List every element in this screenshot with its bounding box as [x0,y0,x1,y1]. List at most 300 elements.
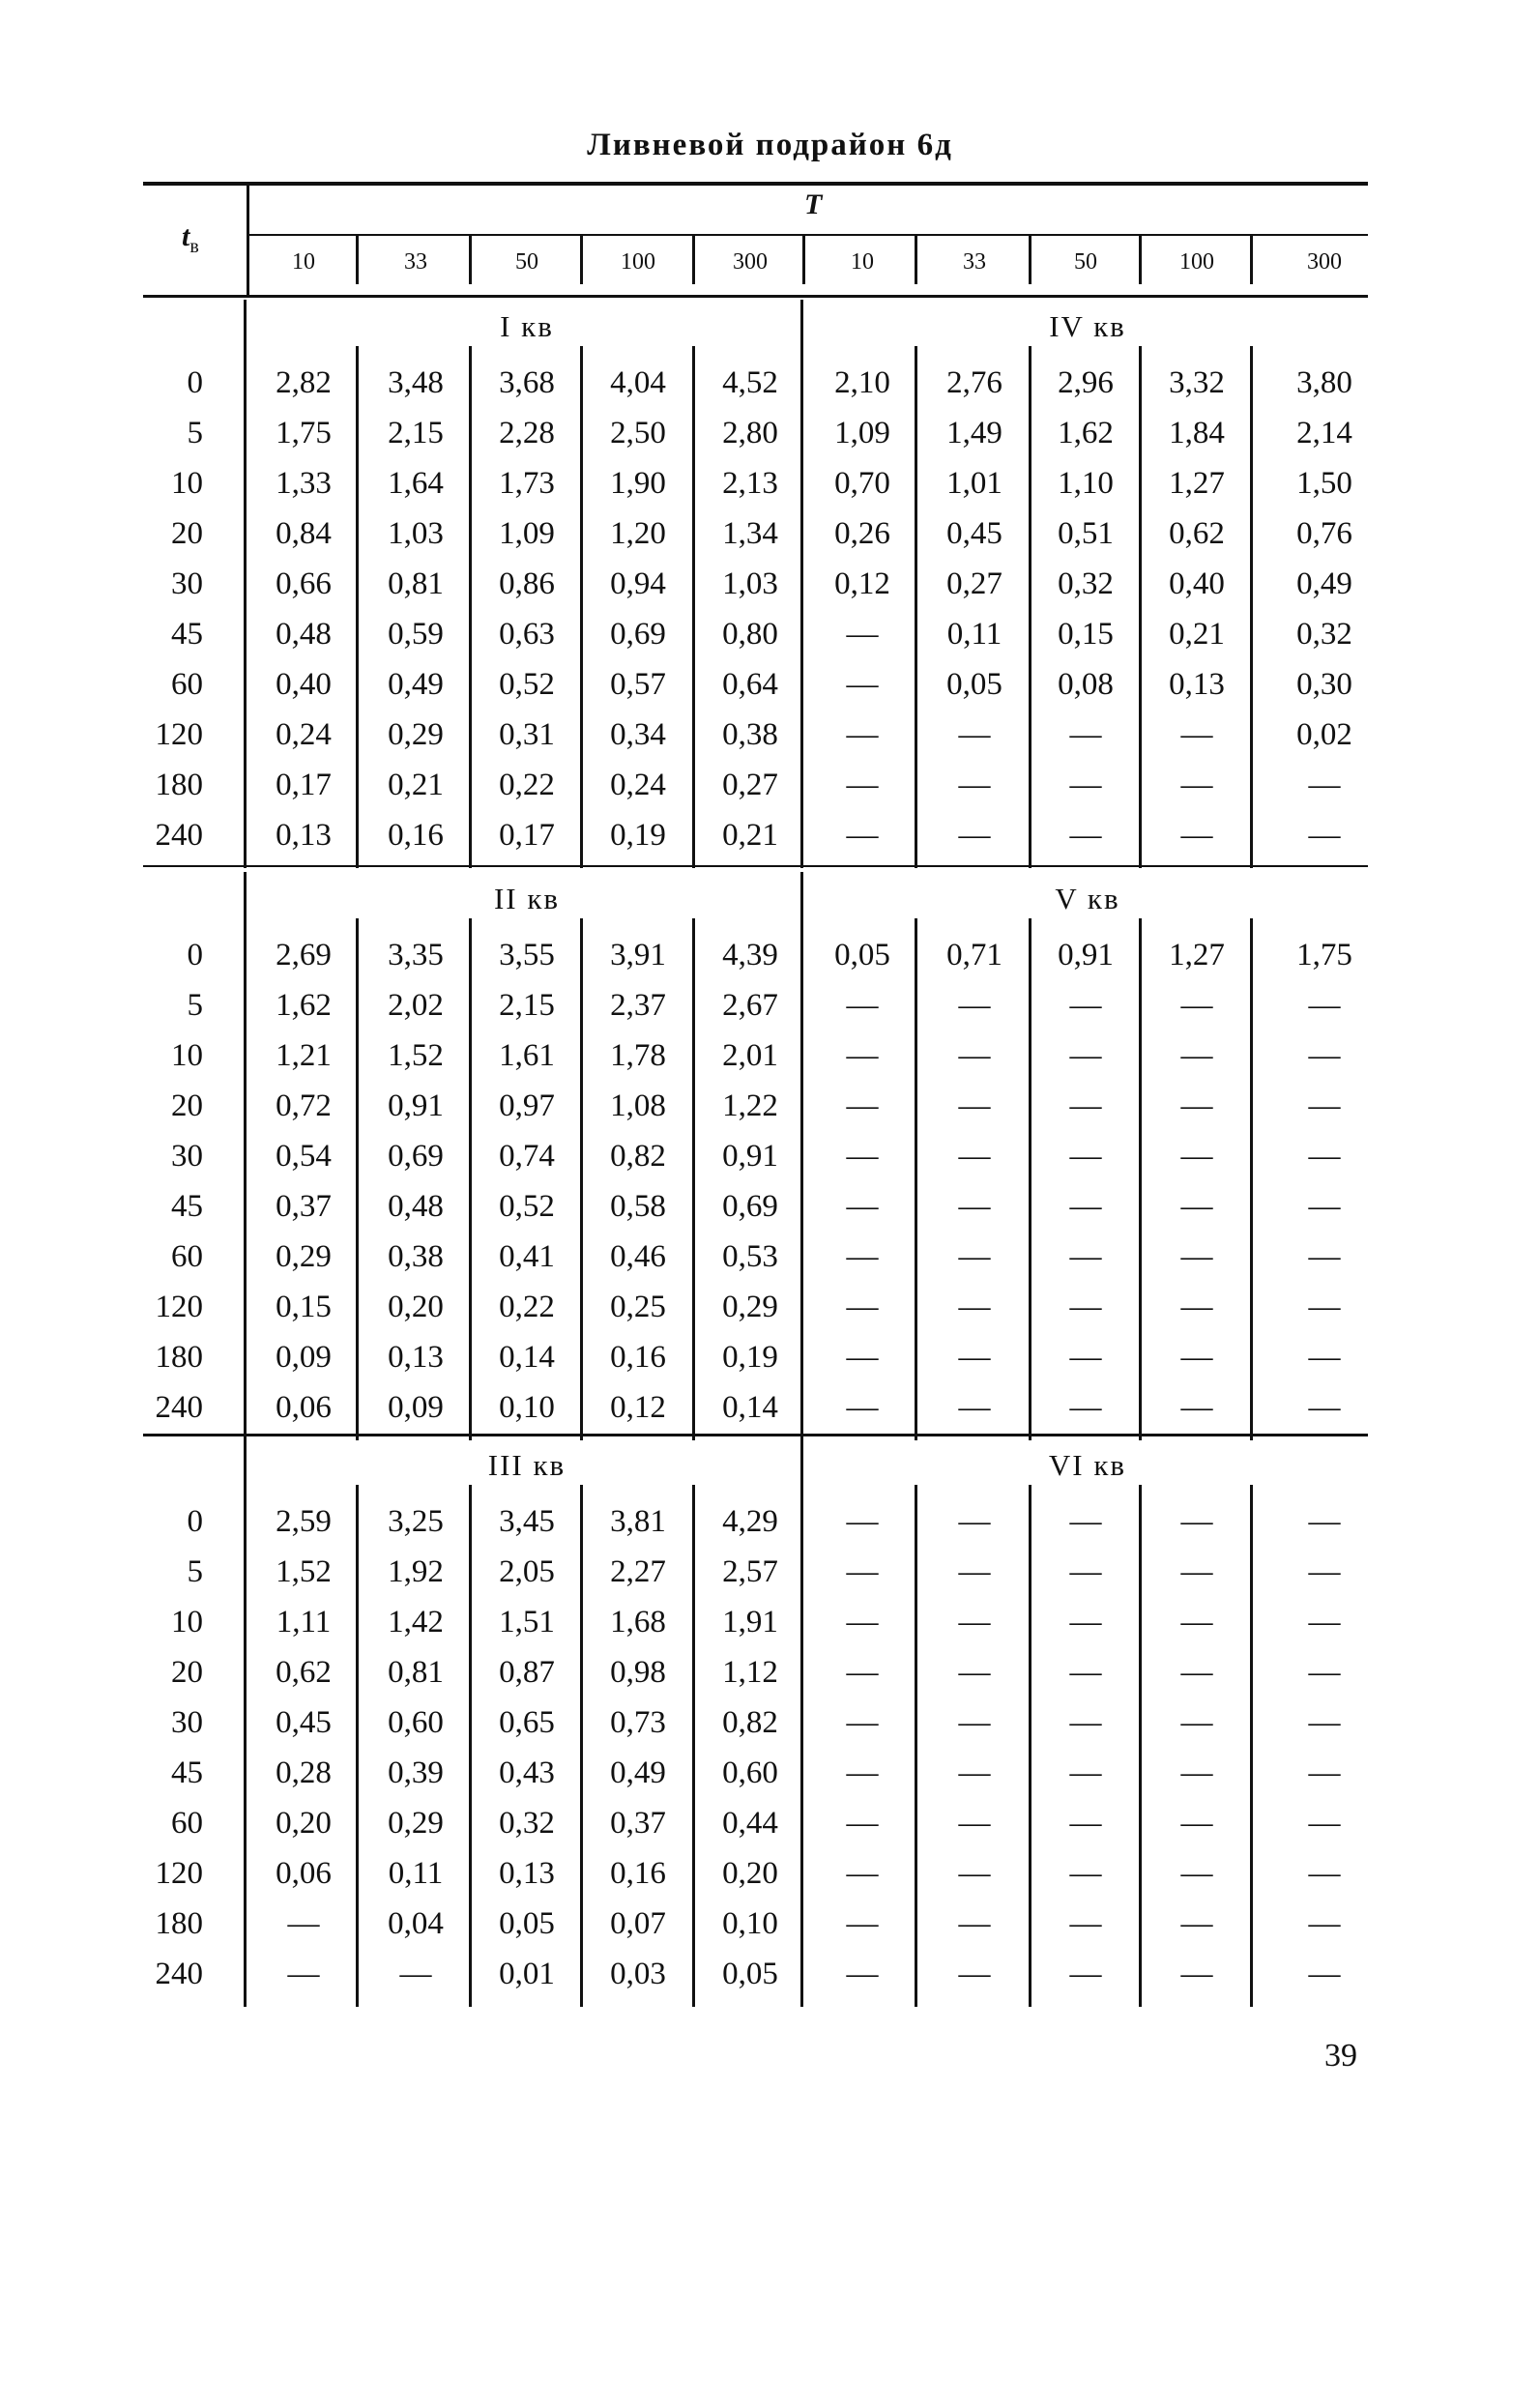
quarter-label: I кв [500,309,554,343]
col-separator [469,1485,472,2007]
table-cell: 2,15 [499,988,555,1023]
table-cell: 0,05 [499,1906,555,1941]
table-cell: 0,66 [276,566,332,601]
row-label: 60 [171,667,203,702]
table-cell: 0,65 [499,1705,555,1740]
table-cell: — [1180,988,1213,1023]
row-label: 10 [171,1038,203,1073]
table-cell: — [1069,1957,1102,1991]
table-cell: — [958,818,991,853]
table-cell: — [846,1504,879,1539]
table-cell: 1,61 [499,1038,555,1073]
table-cell: 0,14 [722,1390,778,1425]
table-cell: 0,46 [610,1239,666,1274]
table-cell: 1,52 [276,1554,332,1589]
table-cell: — [1180,818,1213,853]
period-header: 300 [733,249,768,275]
table-cell: — [1180,1139,1213,1174]
period-header: 10 [292,249,315,275]
table-cell: 1,49 [946,416,1002,450]
row-label: 10 [171,1605,203,1639]
table-cell: 1,01 [946,466,1002,501]
row-label: 60 [171,1239,203,1274]
table-cell: — [958,768,991,802]
table-cell: 0,32 [499,1806,555,1841]
table-cell: 4,52 [722,365,778,400]
table-cell: — [1180,1189,1213,1224]
t-symbol: t [182,220,190,252]
block-divider-2 [143,1434,1368,1436]
table-cell: 1,09 [499,516,555,551]
table-cell: 0,10 [499,1390,555,1425]
header-col-separator [356,236,359,284]
table-cell: — [1180,1554,1213,1589]
table-cell: — [958,1705,991,1740]
table-cell: 0,58 [610,1189,666,1224]
period-header: 300 [1307,249,1342,275]
table-cell: 0,09 [388,1390,444,1425]
table-cell: 0,45 [946,516,1002,551]
table-cell: — [1308,1189,1341,1224]
table-cell: — [846,768,879,802]
table-cell: — [1180,768,1213,802]
table-cell: 1,75 [276,416,332,450]
table-cell: — [1069,1139,1102,1174]
table-cell: — [1308,1605,1341,1639]
table-cell: 2,13 [722,466,778,501]
table-cell: — [846,617,879,652]
table-cell: 0,16 [610,1340,666,1375]
table-cell: — [846,1906,879,1941]
table-cell: — [846,1605,879,1639]
table-cell: 2,96 [1058,365,1114,400]
table-cell: 0,82 [722,1705,778,1740]
table-cell: 0,19 [722,1340,778,1375]
table-cell: — [958,1340,991,1375]
table-cell: 1,73 [499,466,555,501]
quarter-label: V кв [1055,882,1120,915]
table-cell: 0,87 [499,1655,555,1690]
table-cell: 0,53 [722,1239,778,1274]
table-cell: 0,51 [1058,516,1114,551]
table-cell: 0,28 [276,1755,332,1790]
period-header: 100 [1179,249,1214,275]
header-col-separator [469,236,472,284]
table-cell: — [846,988,879,1023]
col-separator [1029,1485,1032,2007]
table-cell: — [846,1038,879,1073]
table-cell: 3,55 [499,938,555,972]
table-cell: 0,74 [499,1139,555,1174]
table-cell: 4,39 [722,938,778,972]
table-cell: — [1069,1290,1102,1324]
table-cell: 0,20 [388,1290,444,1324]
table-cell: 0,03 [610,1957,666,1991]
table-cell: 1,84 [1169,416,1225,450]
table-cell: 3,48 [388,365,444,400]
table-cell: 2,10 [834,365,890,400]
col-separator [1250,1485,1253,2007]
row-label: 5 [187,1554,203,1589]
table-cell: 0,45 [276,1705,332,1740]
table-cell: 2,14 [1296,416,1352,450]
table-cell: — [1069,1189,1102,1224]
table-cell: 0,17 [276,768,332,802]
table-cell: 0,09 [276,1340,332,1375]
table-cell: 0,98 [610,1655,666,1690]
table-cell: — [1308,1038,1341,1073]
table-cell: — [958,1755,991,1790]
table-cell: 0,59 [388,617,444,652]
page-number: 39 [1324,2038,1357,2074]
quarter-label: IV кв [1049,309,1126,343]
table-cell: 0,17 [499,818,555,853]
table-cell: 0,60 [722,1755,778,1790]
table-cell: — [1308,1390,1341,1425]
table-cell: — [1069,1239,1102,1274]
table-cell: 1,64 [388,466,444,501]
table-cell: 3,80 [1296,365,1352,400]
table-cell: — [1308,1806,1341,1841]
table-cell: — [846,1806,879,1841]
table-cell: — [1069,1755,1102,1790]
col-separator [1029,918,1032,1440]
table-cell: 0,30 [1296,667,1352,702]
table-cell: 2,50 [610,416,666,450]
table-cell: — [958,1906,991,1941]
table-cell: 1,12 [722,1655,778,1690]
table-cell: — [1308,1290,1341,1324]
period-header: 10 [851,249,874,275]
block-divider-1 [143,865,1368,867]
table-cell: 0,31 [499,717,555,752]
table-cell: — [1069,768,1102,802]
table-cell: — [1069,1038,1102,1073]
table-cell: 0,20 [722,1856,778,1891]
row-label: 20 [171,516,203,551]
table-cell: 0,12 [610,1390,666,1425]
table-cell: 1,03 [388,516,444,551]
top-rule [143,182,1368,186]
table-cell: — [958,1504,991,1539]
table-cell: — [1180,1655,1213,1690]
table-cell: 0,27 [722,768,778,802]
table-cell: 3,81 [610,1504,666,1539]
table-cell: — [1069,1504,1102,1539]
table-cell: 1,03 [722,566,778,601]
table-cell: 0,70 [834,466,890,501]
table-cell: — [958,1390,991,1425]
table-cell: 0,08 [1058,667,1114,702]
table-cell: — [958,1957,991,1991]
table-cell: 0,52 [499,1189,555,1224]
header-bottom-rule [143,295,1368,298]
table-cell: 0,69 [388,1139,444,1174]
table-cell: 0,16 [388,818,444,853]
table-cell: 0,91 [388,1088,444,1123]
table-cell: 1,21 [276,1038,332,1073]
table-cell: — [1308,1554,1341,1589]
col-separator [469,918,472,1440]
table-cell: — [1069,818,1102,853]
table-cell: 2,02 [388,988,444,1023]
col-separator [1250,346,1253,868]
table-cell: 1,62 [276,988,332,1023]
table-cell: 0,94 [610,566,666,601]
row-label: 5 [187,988,203,1023]
table-cell: 0,62 [1169,516,1225,551]
period-header: 50 [515,249,538,275]
table-cell: — [1180,1806,1213,1841]
table-cell: 0,37 [276,1189,332,1224]
table-cell: 0,21 [388,768,444,802]
table-cell: — [1308,1906,1341,1941]
col-separator [469,346,472,868]
row-label: 120 [155,1290,203,1324]
table-cell: 0,05 [834,938,890,972]
table-cell: 0,29 [722,1290,778,1324]
table-cell: — [287,1906,320,1941]
table-cell: — [846,717,879,752]
table-cell: 0,71 [946,938,1002,972]
table-cell: 0,29 [388,717,444,752]
period-header: 50 [1074,249,1097,275]
header-col-separator [802,236,805,284]
header-col-separator [1250,236,1253,284]
table-cell: 0,32 [1296,617,1352,652]
header-left-vline [247,186,249,295]
table-cell: 0,12 [834,566,890,601]
table-cell: — [1069,988,1102,1023]
table-cell: 0,15 [276,1290,332,1324]
table-cell: — [1180,1856,1213,1891]
table-cell: — [846,1088,879,1123]
header-col-separator [915,236,917,284]
table-cell: — [846,1239,879,1274]
col-separator [692,346,695,868]
table-cell: 1,90 [610,466,666,501]
table-cell: — [1180,1605,1213,1639]
table-cell: 2,01 [722,1038,778,1073]
table-cell: 0,80 [722,617,778,652]
table-cell: — [1308,1957,1341,1991]
table-cell: 0,13 [276,818,332,853]
table-cell: 0,73 [610,1705,666,1740]
table-cell: — [1180,1957,1213,1991]
quarter-label: II кв [493,882,561,915]
table-cell: 0,43 [499,1755,555,1790]
table-cell: 1,62 [1058,416,1114,450]
page-title: Ливневой подрайон 6д [587,128,953,162]
table-cell: — [1180,1088,1213,1123]
row-label: 120 [155,1856,203,1891]
row-label: 5 [187,416,203,450]
table-cell: 2,69 [276,938,332,972]
table-cell: 0,82 [610,1139,666,1174]
table-cell: 0,72 [276,1088,332,1123]
period-header: 33 [963,249,986,275]
table-cell: — [958,717,991,752]
table-cell: 0,14 [499,1340,555,1375]
table-cell: — [958,1655,991,1690]
table-cell: 1,33 [276,466,332,501]
table-cell: — [958,1806,991,1841]
table-cell: — [1069,1340,1102,1375]
table-cell: 3,68 [499,365,555,400]
table-cell: 0,25 [610,1290,666,1324]
table-cell: 0,05 [722,1957,778,1991]
table-cell: — [1180,1390,1213,1425]
table-cell: — [1308,818,1341,853]
table-cell: 0,91 [722,1139,778,1174]
table-cell: 0,76 [1296,516,1352,551]
header-col-separator [1029,236,1032,284]
table-cell: 0,38 [722,717,778,752]
table-cell: 0,62 [276,1655,332,1690]
table-cell: 2,37 [610,988,666,1023]
row-label: 180 [155,1906,203,1941]
table-cell: 0,57 [610,667,666,702]
col-separator [580,918,583,1440]
table-cell: 0,60 [388,1705,444,1740]
table-cell: 1,91 [722,1605,778,1639]
table-cell: 0,15 [1058,617,1114,652]
block-left-vline [244,872,247,1440]
table-cell: 3,32 [1169,365,1225,400]
table-cell: 0,01 [499,1957,555,1991]
table-cell: 0,48 [388,1189,444,1224]
row-label: 180 [155,1340,203,1375]
table-cell: 0,64 [722,667,778,702]
table-cell: — [1308,768,1341,802]
table-cell: — [1308,1705,1341,1740]
col-separator [1250,918,1253,1440]
row-label: 30 [171,1705,203,1740]
row-label: 30 [171,1139,203,1174]
table-cell: — [958,988,991,1023]
table-cell: 1,20 [610,516,666,551]
table-cell: 0,49 [388,667,444,702]
table-cell: — [1180,1340,1213,1375]
table-cell: 2,28 [499,416,555,450]
table-cell: 1,34 [722,516,778,551]
table-cell: — [846,1554,879,1589]
table-cell: 0,29 [276,1239,332,1274]
table-cell: 0,26 [834,516,890,551]
table-cell: — [1180,1290,1213,1324]
table-cell: 0,37 [610,1806,666,1841]
col-separator [692,918,695,1440]
table-cell: 1,27 [1169,466,1225,501]
table-cell: 1,52 [388,1038,444,1073]
table-cell: 0,41 [499,1239,555,1274]
table-cell: — [958,1554,991,1589]
table-cell: 0,22 [499,768,555,802]
table-cell: 3,91 [610,938,666,972]
header-col-separator [692,236,695,284]
table-cell: 1,68 [610,1605,666,1639]
table-cell: 2,59 [276,1504,332,1539]
table-cell: — [1069,1605,1102,1639]
table-cell: 0,04 [388,1906,444,1941]
table-cell: 0,11 [388,1856,444,1891]
table-cell: — [287,1957,320,1991]
table-cell: 1,92 [388,1554,444,1589]
header-col-separator [1139,236,1142,284]
col-separator [1139,346,1142,868]
row-label: 180 [155,768,203,802]
table-cell: — [958,1239,991,1274]
row-label: 0 [187,365,203,400]
table-cell: 0,40 [276,667,332,702]
table-cell: 0,48 [276,617,332,652]
table-cell: — [1180,1705,1213,1740]
table-cell: 1,22 [722,1088,778,1123]
table-cell: — [846,1856,879,1891]
table-cell: 0,40 [1169,566,1225,601]
table-cell: 0,21 [1169,617,1225,652]
table-cell: 0,02 [1296,717,1352,752]
table-cell: — [846,1705,879,1740]
table-cell: 0,06 [276,1856,332,1891]
col-separator [692,1485,695,2007]
row-label: 0 [187,938,203,972]
table-cell: 0,20 [276,1806,332,1841]
table-cell: 1,27 [1169,938,1225,972]
table-cell: 1,78 [610,1038,666,1073]
row-label: 240 [155,818,203,853]
col-separator [580,1485,583,2007]
table-cell: 2,57 [722,1554,778,1589]
col-separator [1139,1485,1142,2007]
table-cell: 3,35 [388,938,444,972]
quarter-label: III кв [487,1448,567,1482]
col-separator [1029,346,1032,868]
table-cell: 2,80 [722,416,778,450]
block-left-vline [244,300,247,868]
table-cell: — [1308,1504,1341,1539]
t-header-label [182,220,199,258]
table-cell: — [1308,1239,1341,1274]
table-cell: — [846,1957,879,1991]
table-cell: 0,10 [722,1906,778,1941]
table-cell: 0,34 [610,717,666,752]
table-cell: 0,38 [388,1239,444,1274]
table-cell: — [1180,1504,1213,1539]
table-cell: — [1069,1856,1102,1891]
row-label: 10 [171,466,203,501]
header-col-separator [580,236,583,284]
table-cell: 2,15 [388,416,444,450]
table-cell: — [958,1605,991,1639]
table-cell: 1,10 [1058,466,1114,501]
row-label: 60 [171,1806,203,1841]
table-cell: 2,05 [499,1554,555,1589]
row-label: 240 [155,1957,203,1991]
table-cell: 0,11 [946,617,1002,652]
row-label: 45 [171,1189,203,1224]
table-cell: 0,06 [276,1390,332,1425]
table-cell: — [846,1655,879,1690]
table-cell: — [1308,1655,1341,1690]
table-cell: 0,49 [1296,566,1352,601]
table-cell: 0,91 [1058,938,1114,972]
table-cell: — [1308,1856,1341,1891]
table-cell: 0,22 [499,1290,555,1324]
table-cell: 1,11 [276,1605,332,1639]
table-cell: 2,27 [610,1554,666,1589]
table-cell: 0,07 [610,1906,666,1941]
